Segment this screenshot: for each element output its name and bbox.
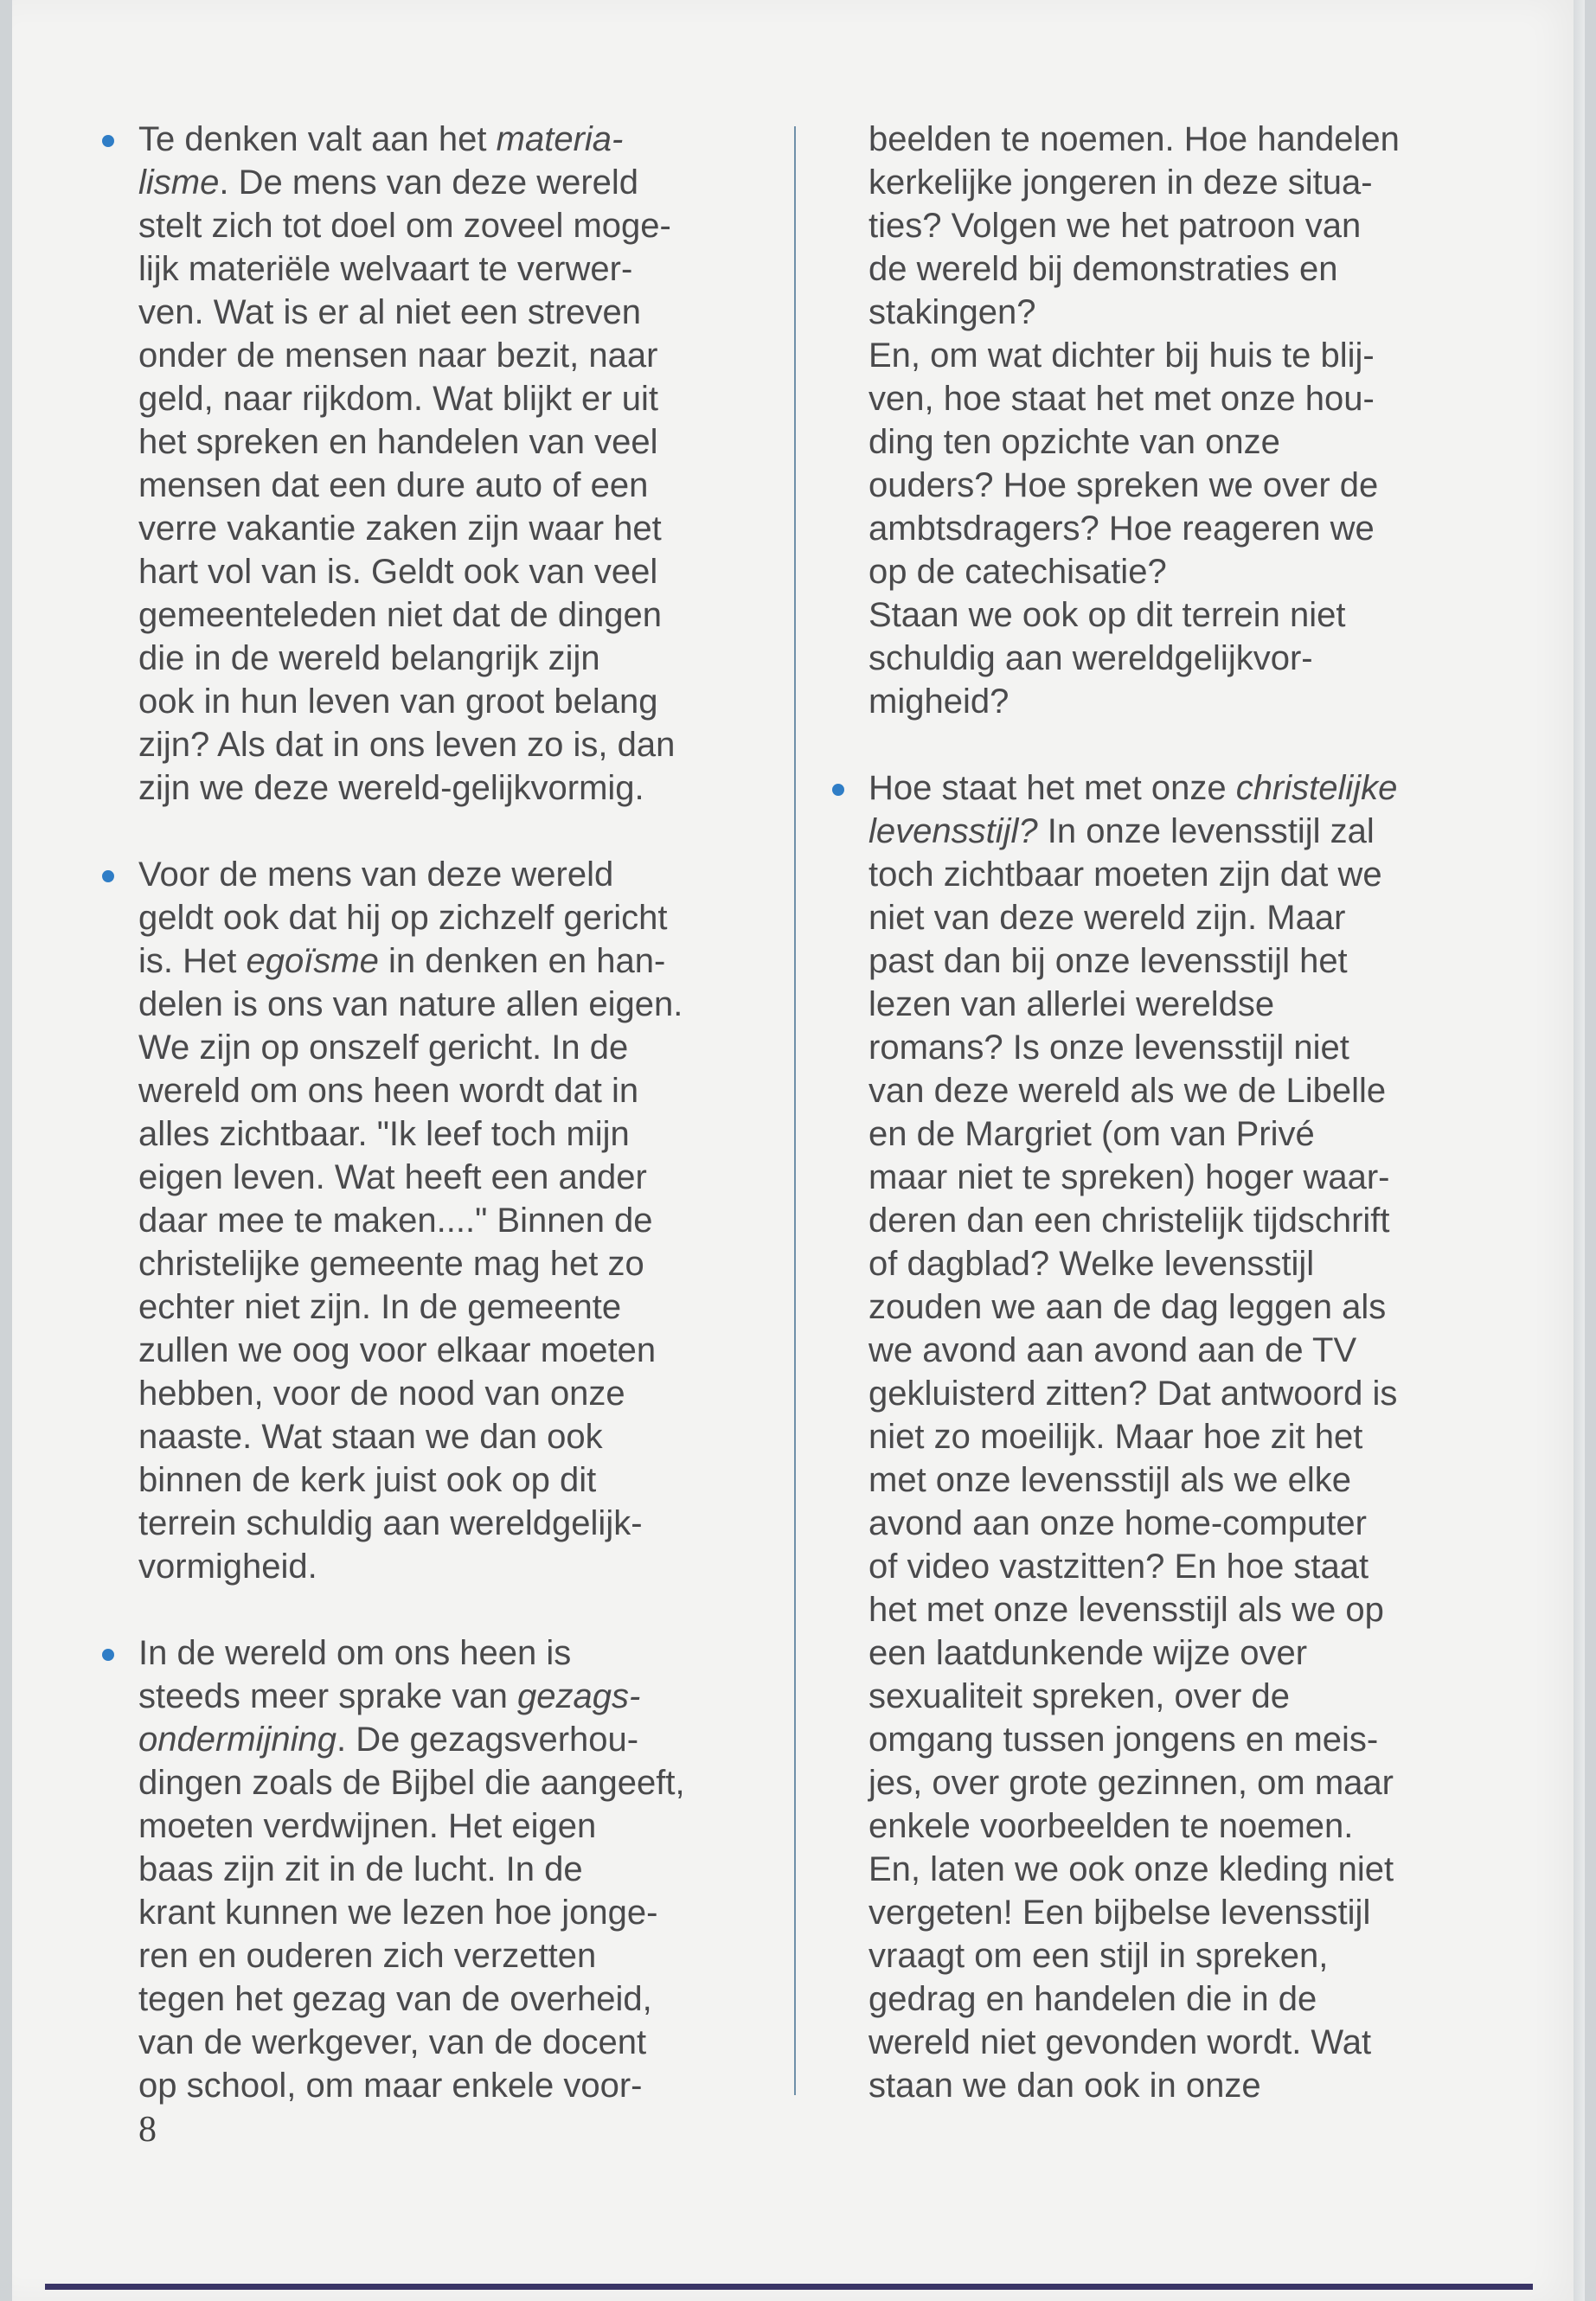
left-column: [138, 118, 779, 2107]
text-line: baas zijn zit in de lucht. In de: [138, 1850, 583, 1888]
text-line: ding ten opzichte van onze: [869, 423, 1280, 461]
text-line: lisme. De mens van deze wereld: [138, 163, 639, 202]
text-line: gedrag en handelen die in de: [869, 1980, 1317, 2018]
text-line: ven, hoe staat het met onze hou-: [869, 380, 1375, 418]
text-line: niet zo moeilijk. Maar hoe zit het: [869, 1418, 1363, 1456]
text-line: deren dan een christelijk tijdschrift: [869, 1202, 1390, 1240]
text-line: lezen van allerlei wereldse: [869, 985, 1275, 1023]
text-line: staan we dan ook in onze: [869, 2067, 1261, 2105]
text-line: daar mee te maken...." Binnen de: [138, 1202, 653, 1240]
bullet-materialisme: [138, 118, 779, 810]
text-line: met onze levensstijl als we elke: [869, 1461, 1352, 1499]
text-line: geldt ook dat hij op zichzelf gericht: [138, 899, 668, 937]
text-line: zijn? Als dat in ons leven zo is, dan: [138, 726, 676, 764]
text-line: ouders? Hoe spreken we over de: [869, 466, 1379, 504]
text-line: delen is ons van nature allen eigen.: [138, 985, 683, 1023]
text-line: op de catechisatie?: [869, 553, 1167, 591]
text-line: onder de mensen naar bezit, naar: [138, 336, 658, 375]
column-divider: [794, 126, 796, 2095]
text-line: christelijke gemeente mag het zo: [138, 1245, 644, 1283]
text-line: kerkelijke jongeren in deze situa-: [869, 163, 1373, 202]
text-line: En, om wat dichter bij huis te blij-: [869, 336, 1375, 375]
bullet-egoisme: [138, 853, 779, 1588]
text-line: gemeenteleden niet dat de dingen: [138, 596, 662, 634]
text-line: migheid?: [869, 683, 1010, 721]
text-line: ondermijning. De gezagsverhou-: [138, 1721, 639, 1759]
text-line: een laatdunkende wijze over: [869, 1634, 1308, 1672]
text-line: En, laten we ook onze kleding niet: [869, 1850, 1394, 1888]
text-line: In de wereld om ons heen is: [138, 1634, 572, 1672]
text-line: tegen het gezag van de overheid,: [138, 1980, 652, 2018]
text-line: zijn we deze wereld-gelijkvormig.: [138, 769, 644, 807]
text-line: schuldig aan wereldgelijkvor-: [869, 639, 1313, 677]
text-line: is. Het egoïsme in denken en han-: [138, 942, 666, 980]
continued-paragraph: [869, 118, 1465, 723]
text-line: Staan we ook op dit terrein niet: [869, 596, 1346, 634]
text-line: toch zichtbaar moeten zijn dat we: [869, 856, 1382, 894]
text-line: die in de wereld belangrijk zijn: [138, 639, 600, 677]
text-line: op school, om maar enkele voor-: [138, 2067, 643, 2105]
bullet-gezagsondermijning: [138, 1631, 779, 2107]
text-line: stelt zich tot doel om zoveel moge-: [138, 207, 671, 245]
text-line: ambtsdragers? Hoe reageren we: [869, 510, 1375, 548]
text-line: het met onze levensstijl als we op: [869, 1591, 1384, 1629]
text-line: vergeten! Een bijbelse levensstijl: [869, 1894, 1371, 1932]
text-line: vormigheid.: [138, 1548, 317, 1586]
text-line: eigen leven. Wat heeft een ander: [138, 1158, 647, 1196]
page-edge: [1574, 0, 1585, 2301]
text-line: echter niet zijn. In de gemeente: [138, 1288, 622, 1326]
text-line: geld, naar rijkdom. Wat blijkt er uit: [138, 380, 658, 418]
text-line: verre vakantie zaken zijn waar het: [138, 510, 662, 548]
text-line: beelden te noemen. Hoe handelen: [869, 120, 1400, 158]
text-line: hebben, voor de nood van onze: [138, 1375, 625, 1413]
text-line: levensstijl? In onze levensstijl zal: [869, 812, 1375, 850]
text-line: ook in hun leven van groot belang: [138, 683, 658, 721]
text-line: moeten verdwijnen. Het eigen: [138, 1807, 597, 1845]
text-line: alles zichtbaar. "Ik leef toch mijn: [138, 1115, 630, 1153]
text-line: of video vastzitten? En hoe staat: [869, 1548, 1369, 1586]
text-line: binnen de kerk juist ook op dit: [138, 1461, 597, 1499]
page-number: 8: [138, 2110, 157, 2150]
text-line: naaste. Wat staan we dan ook: [138, 1418, 603, 1456]
text-line: Hoe staat het met onze christelijke: [869, 769, 1398, 807]
text-line: hart vol van is. Geldt ook van veel: [138, 553, 658, 591]
text-line: wereld niet gevonden wordt. Wat: [869, 2023, 1372, 2061]
text-line: het spreken en handelen van veel: [138, 423, 658, 461]
text-line: gekluisterd zitten? Dat antwoord is: [869, 1375, 1398, 1413]
text-line: lijk materiële welvaart te verwer-: [138, 250, 633, 288]
text-line: mensen dat een dure auto of een: [138, 466, 649, 504]
text-line: ven. Wat is er al niet een streven: [138, 293, 642, 331]
text-line: We zijn op onszelf gericht. In de: [138, 1029, 629, 1067]
text-line: maar niet te spreken) hoger waar-: [869, 1158, 1390, 1196]
text-line: van deze wereld als we de Libelle: [869, 1072, 1387, 1110]
text-line: Voor de mens van deze wereld: [138, 856, 614, 894]
text-line: ties? Volgen we het patroon van: [869, 207, 1362, 245]
text-line: niet van deze wereld zijn. Maar: [869, 899, 1346, 937]
text-line: omgang tussen jongens en meis-: [869, 1721, 1379, 1759]
text-line: de wereld bij demonstraties en: [869, 250, 1338, 288]
text-line: jes, over grote gezinnen, om maar: [869, 1764, 1394, 1802]
document-page: [12, 0, 1585, 2301]
text-line: dingen zoals de Bijbel die aangeeft,: [138, 1764, 685, 1802]
bullet-levensstijl: [869, 766, 1465, 2107]
text-line: past dan bij onze levensstijl het: [869, 942, 1348, 980]
text-line: krant kunnen we lezen hoe jonge-: [138, 1894, 658, 1932]
text-line: zouden we aan de dag leggen als: [869, 1288, 1387, 1326]
text-line: wereld om ons heen wordt dat in: [138, 1072, 639, 1110]
text-line: en de Margriet (om van Privé: [869, 1115, 1315, 1153]
text-line: avond aan onze home-computer: [869, 1504, 1367, 1542]
text-line: sexualiteit spreken, over de: [869, 1677, 1290, 1715]
text-line: vraagt om een stijl in spreken,: [869, 1937, 1329, 1975]
text-line: ren en ouderen zich verzetten: [138, 1937, 597, 1975]
text-line: enkele voorbeelden te noemen.: [869, 1807, 1354, 1845]
text-line: stakingen?: [869, 293, 1036, 331]
text-line: terrein schuldig aan wereldgelijk-: [138, 1504, 643, 1542]
right-column: [869, 118, 1465, 2107]
bottom-rule: [45, 2284, 1533, 2290]
text-line: zullen we oog voor elkaar moeten: [138, 1331, 657, 1369]
text-line: steeds meer sprake van gezags-: [138, 1677, 641, 1715]
text-line: Te denken valt aan het materia-: [138, 120, 624, 158]
text-line: romans? Is onze levensstijl niet: [869, 1029, 1349, 1067]
text-line: of dagblad? Welke levensstijl: [869, 1245, 1315, 1283]
text-line: van de werkgever, van de docent: [138, 2023, 647, 2061]
text-line: we avond aan avond aan de TV: [869, 1331, 1357, 1369]
